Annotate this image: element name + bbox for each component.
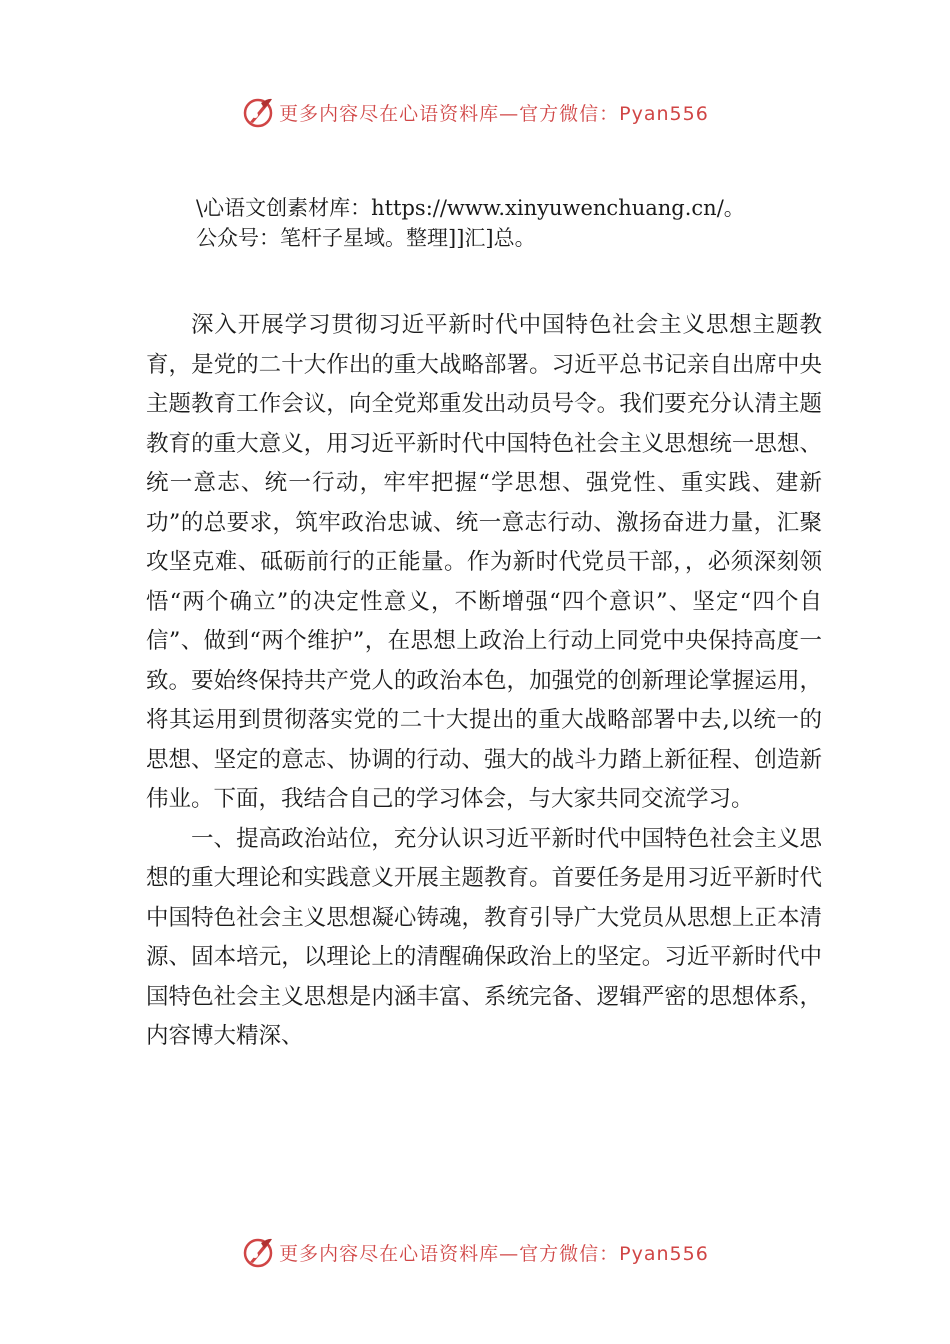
source-note-line-2: 公众号：笔杆子星域。整理]]汇]总。 (196, 226, 536, 250)
footer-banner (0, 1232, 950, 1272)
source-note (196, 193, 836, 253)
footer-banner-wechat-id: Pyan556 (619, 1242, 709, 1265)
footer-banner-label: 更多内容尽在心语资料库—官方微信： (279, 1242, 620, 1265)
quill-pen-logo-icon (241, 95, 275, 129)
source-note-line-1: \心语文创素材库：https://www.xinyuwenchuang.cn/。 (196, 196, 745, 220)
header-banner (0, 92, 950, 132)
body-paragraph-2: 一、提高政治站位，充分认识习近平新时代中国特色社会主义思想的重大理论和实践意义开展主题教育。首要任务是用习近平新时代中国特色社会主义思想凝心铸魂，教育引导广大党员从思想上正本清源、固本培元，以理论上的清醒确保政治上的坚定。习近平新时代中国特色社会主义思想是内涵丰富、系统完备、逻辑严密的思想体系，内容博大精深、 (146, 825, 822, 1049)
body-paragraph-1: 深入开展学习贯彻习近平新时代中国特色社会主义思想主题教育，是党的二十大作出的重大战略部署。习近平总书记亲自出席中央主题教育工作会议，向全党郑重发出动员号令。我们要充分认清主题教育的重大意义，用习近平新时代中国特色社会主义思想统一思想、统一意志、统一行动，牢牢把握“学思想、强党性、重实践、建新功”的总要求，筑牢政治忠诚、统一意志行动、激扬奋进力量，汇聚攻坚克难、砥砺前行的正能量。作为新时代党员干部，，必须深刻领悟“两个确立”的决定性意义，不断增强“四个意识”、坚定“四个自信”、做到“两个维护”，在思想上政治上行动上同党中央保持高度一致。要始终保持共产党人的政治本色，加强党的创新理论掌握运用，将其运用到贯彻落实党的二十大提出的重大战略部署中去,以统一的思想、坚定的意志、协调的行动、强大的战斗力踏上新征程、创造新伟业。下面，我结合自己的学习体会，与大家共同交流学习。 (146, 312, 822, 812)
header-banner-label: 更多内容尽在心语资料库—官方微信： (279, 102, 620, 125)
header-banner-text (279, 99, 709, 126)
header-banner-wechat-id: Pyan556 (619, 102, 709, 125)
quill-pen-logo-icon (241, 1235, 275, 1269)
footer-banner-text (279, 1239, 709, 1266)
document-body (146, 306, 822, 1057)
